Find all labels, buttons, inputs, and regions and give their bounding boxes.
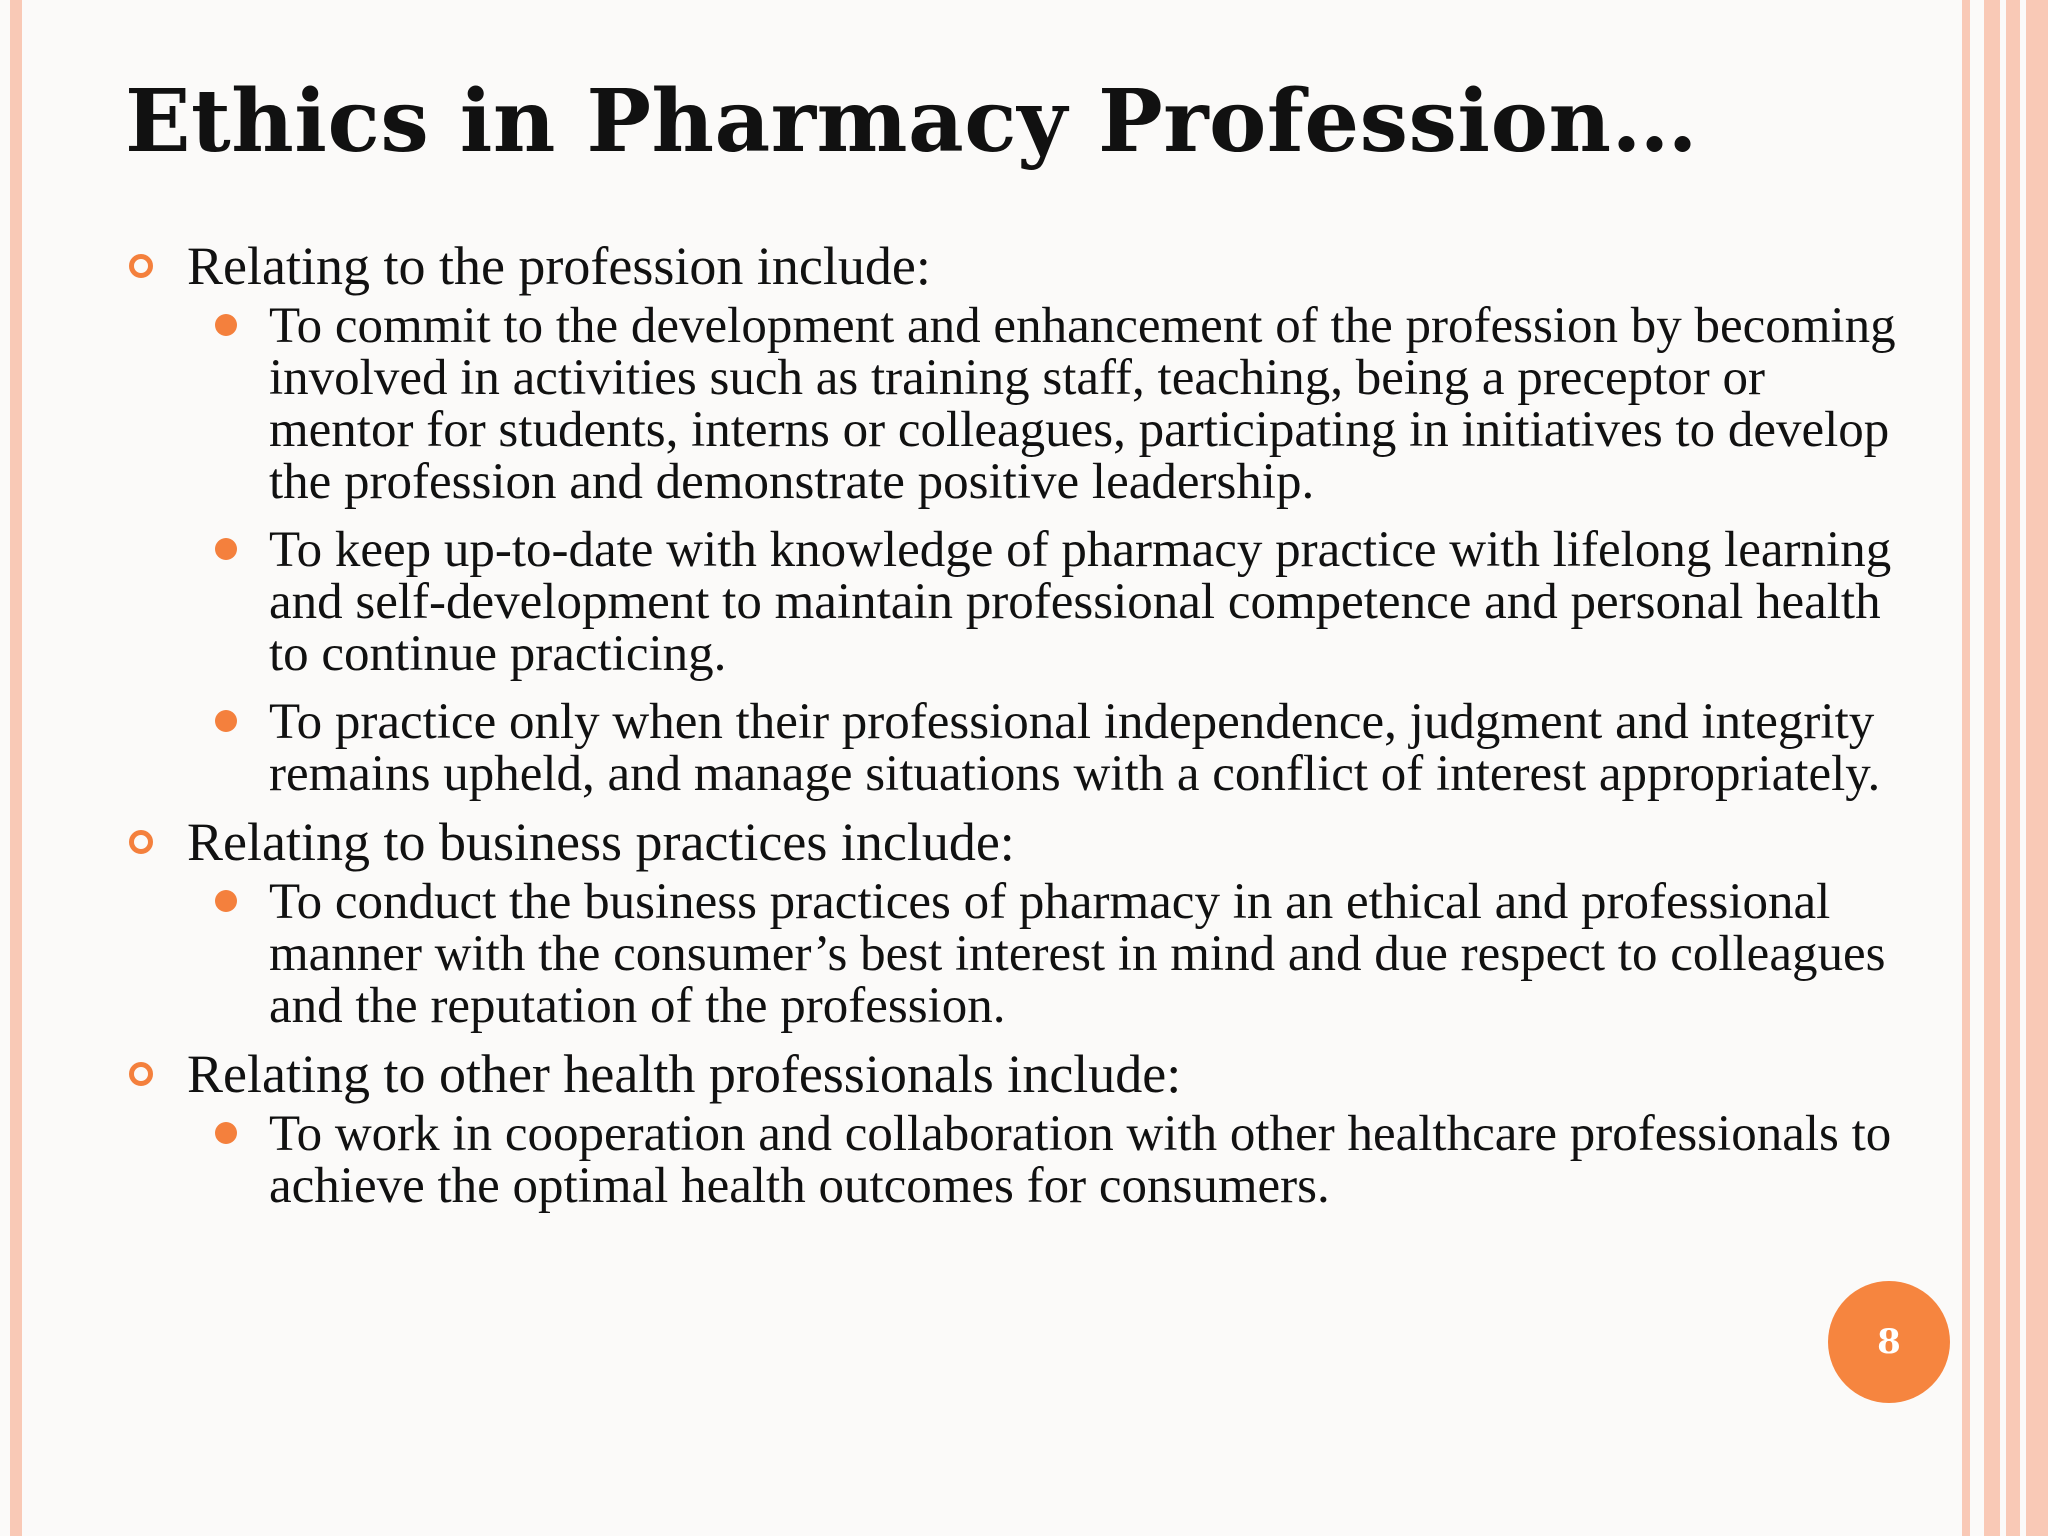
bullet-list	[125, 876, 1925, 1032]
bullet-item: To practice only when their professional independence, judgment and integrity remains upheld, and manage situations with a conflict of interest appropriately.	[125, 696, 1925, 800]
right-border-stripe	[2006, 0, 2020, 1536]
section-heading: Relating to other health professionals include:	[125, 1048, 1925, 1100]
dot-bullet-icon	[215, 538, 237, 560]
left-border-stripe	[10, 0, 22, 1536]
bullet-list	[125, 300, 1925, 800]
right-border-stripe	[2026, 0, 2048, 1536]
right-border-stripe	[1962, 0, 1970, 1536]
dot-bullet-icon	[215, 710, 237, 732]
bullet-list	[125, 1108, 1925, 1212]
section-heading: Relating to the profession include:	[125, 240, 1925, 292]
page-number: 8	[1877, 1322, 1901, 1362]
section-health-professionals	[125, 1044, 1925, 1214]
bullet-item: To commit to the development and enhancement of the profession by becoming involved in activities such as training staff, teaching, being a preceptor or mentor for students, interns or colleagues, participating in initiatives to develop the profession and demonstrate positive leadership.	[125, 300, 1925, 508]
dot-bullet-icon	[215, 314, 237, 336]
dot-bullet-icon	[215, 1122, 237, 1144]
section-business	[125, 812, 1925, 1034]
dot-bullet-icon	[215, 890, 237, 912]
right-border-stripe	[1984, 0, 2000, 1536]
ring-bullet-icon	[129, 830, 153, 854]
slide-title: Ethics in Pharmacy Profession…	[125, 71, 1698, 172]
page-number-badge	[1828, 1281, 1950, 1403]
ring-bullet-icon	[129, 254, 153, 278]
bullet-item: To keep up-to-date with knowledge of pharmacy practice with lifelong learning and self-development to maintain professional competence and personal health to continue practicing.	[125, 524, 1925, 680]
ring-bullet-icon	[129, 1062, 153, 1086]
bullet-item: To work in cooperation and collaboration with other healthcare professionals to achieve the optimal health outcomes for consumers.	[125, 1108, 1925, 1212]
bullet-item: To conduct the business practices of pharmacy in an ethical and professional manner with the consumer’s best interest in mind and due respect to colleagues and the reputation of the profession.	[125, 876, 1925, 1032]
section-profession	[125, 236, 1925, 802]
section-heading: Relating to business practices include:	[125, 816, 1925, 868]
slide-content	[125, 236, 1925, 1228]
